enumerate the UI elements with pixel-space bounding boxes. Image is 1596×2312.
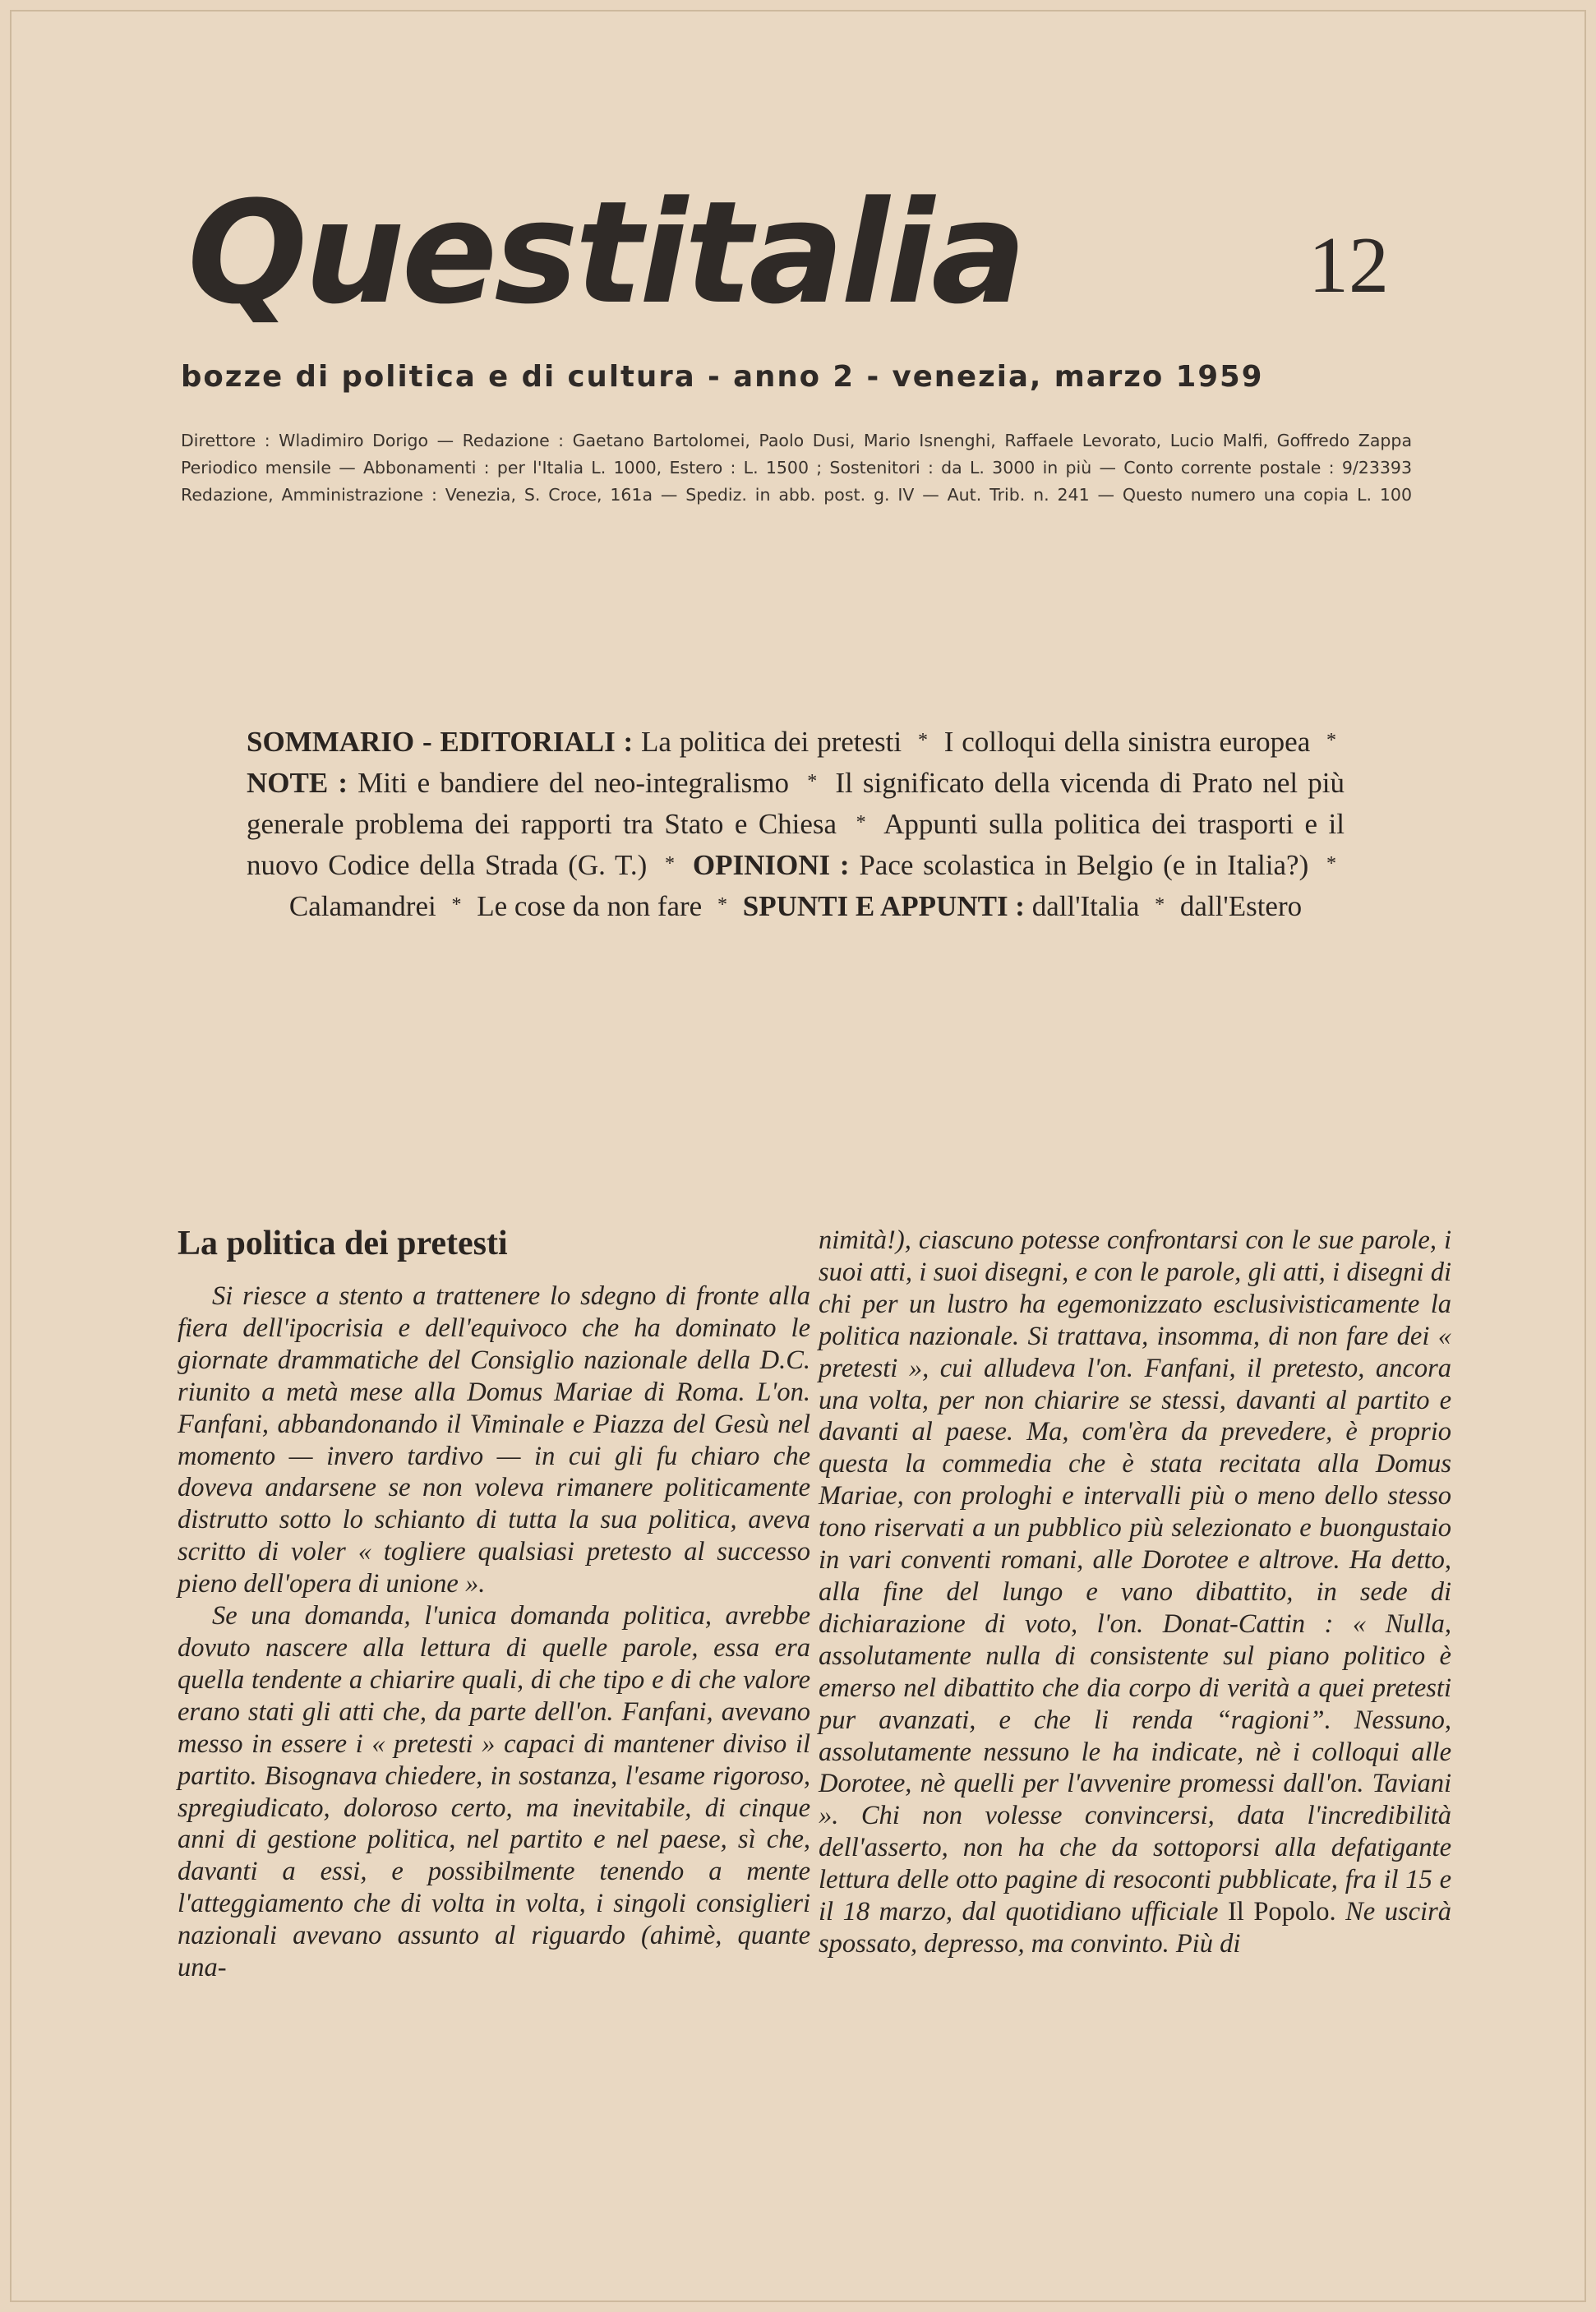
imprint-line: Redazione, Amministrazione : Venezia, S. Croce, 161a — Spediz. in abb. post. g. IV — Aut. Trib. n. 241 — Questo numero una copia L. 100 (181, 485, 1412, 505)
toc-heading: SPUNTI E APPUNTI : (742, 890, 1025, 922)
issue-number: 12 (1308, 221, 1389, 310)
toc-entry: La politica dei pretesti (641, 726, 902, 758)
toc-entry: Pace scolastica in Belgio (e in Italia?) (859, 849, 1309, 881)
toc-entry: dall'Italia (1031, 890, 1140, 922)
star-icon: * (451, 894, 462, 916)
star-icon: * (1326, 853, 1337, 874)
imprint-line: Direttore : Wladimiro Dorigo — Redazione : Gaetano Bartolomei, Paolo Dusi, Mario Isnenghi, Raffaele Levorato, Lucio Malfi, Goffredo Zappa (181, 431, 1412, 450)
toc-entry: Miti e bandiere del neo-integralismo (357, 767, 790, 799)
toc-entry: Calamandrei (288, 890, 436, 922)
toc-entry: Il significato della vicenda di Prato nel più generale problema dei rapporti tra Stato e Chiesa (247, 767, 1345, 840)
article-column-left (178, 1225, 810, 1984)
toc-entry: I colloqui della sinistra europea (943, 726, 1311, 758)
star-icon: * (1155, 894, 1165, 916)
star-icon: * (717, 894, 727, 916)
article-paragraph (819, 1225, 1451, 1960)
toc-heading: SOMMARIO - EDITORIALI : (247, 726, 634, 758)
article-column-right (819, 1225, 1451, 1960)
toc-entry: dall'Estero (1179, 890, 1303, 922)
toc-entry: Le cose da non fare (477, 890, 703, 922)
imprint-line: Periodico mensile — Abbonamenti : per l'Italia L. 1000, Estero : L. 1500 ; Sostenitori : da L. 3000 in più — Conto corrente postale : 9/23393 (181, 458, 1412, 478)
toc-entry: Appunti sulla politica dei trasporti e il nuovo Codice della Strada (G. T.) (247, 808, 1345, 881)
article-paragraph-text: nimità!), ciascuno potesse confrontarsi con le sue parole, i suoi atti, i suoi disegni, e con le parole, gli atti, i disegni di chi per un lustro ha egemonizzato esclusivisticamente la politica nazionale. Si trattava, insomma, di non fare dei « pretesti », cui alludeva l'on. Fanfani, il pretesto, ancora una volta, per non chiarire se stessi, davanti al partito e davanti al paese. Ma, com'èra da prevedere, è proprio questa la commedia che è stata recitata alla Domus Mariae, con prologhi e intervalli più o meno dello stesso tono riservati a un pubblico più selezionato e buongustaio in vari conventi romani, alle Dorotee e altrove. Ha detto, alla fine del lungo e vano dibattito, in sede di dichiarazione di voto, l'on. Donat-Cattin : « Nulla, assolutamente nulla di consistente sul piano politico è emerso nel dibattito che dia corpo di verità a quei pretesti pur avanzati, e che li renda “ragioni”. Nessuno, assolutamente nessuno le ha indicate, nè i colloqui alle Dorotee, nè quelli per l'avvenire promessi dall'on. Taviani ». Chi non volesse convincersi, data l'incredibilità dell'asserto, non ha che da sottoporsi alla defatigante lettura delle otto pagine di resoconti pubblicate, fra il 15 e il 18 marzo, dal quotidiano ufficiale (819, 1225, 1451, 1927)
article-title: La politica dei pretesti (178, 1225, 508, 1262)
toc-heading: OPINIONI : (692, 849, 850, 881)
star-icon: * (856, 812, 866, 833)
star-icon: * (807, 771, 818, 792)
toc-heading: NOTE : (247, 767, 348, 799)
star-icon: * (665, 853, 676, 874)
masthead-tagline: bozze di politica e di cultura - anno 2 - venezia, marzo 1959 (181, 360, 1264, 394)
star-icon: * (1326, 730, 1337, 751)
table-of-contents (247, 723, 1345, 929)
imprint-block (181, 427, 1412, 509)
newspaper-name: Il Popolo. (1227, 1897, 1336, 1927)
article-paragraph: Se una domanda, l'unica domanda politica, avrebbe dovuto nascere alla lettura di quelle parole, essa era quella tendente a chiarire quali, di che tipo e di che valore erano stati gli atti che, da parte dell'on. Fanfani, avevano messo in essere i « pretesti » capaci di mantener diviso il partito. Bisognava chiedere, in sostanza, l'esame rigoroso, spregiudicato, doloroso certo, ma inevitabile, di cinque anni di gestione politica, nel partito e nel paese, sì che, davanti a essi, e possibilmente tenendo a mente l'atteggiamento che di volta in volta, i singoli consiglieri nazionali avevano assunto al riguardo (ahimè, quante una- (178, 1601, 810, 1983)
masthead-title: Questitalia (187, 170, 1024, 335)
article-paragraph-text: Ne uscirà spossato, depresso, ma convinto. Più di (819, 1897, 1451, 1959)
star-icon: * (917, 730, 928, 751)
article-paragraph: Si riesce a stento a trattenere lo sdegno di fronte alla fiera dell'ipocrisia e dell'equivoco che ha dominato le giornate drammatiche del Consiglio nazionale della D.C. riunito a metà mese alla Domus Mariae di Roma. L'on. Fanfani, abbandonando il Viminale e Piazza del Gesù nel momento — invero tardivo — in cui gli fu chiaro che doveva andarsene se non voleva rimanere politicamente distrutto sotto lo schianto di tutta la sua politica, aveva scritto di voler « togliere qualsiasi pretesto al successo pieno dell'opera di unione ». (178, 1281, 810, 1599)
